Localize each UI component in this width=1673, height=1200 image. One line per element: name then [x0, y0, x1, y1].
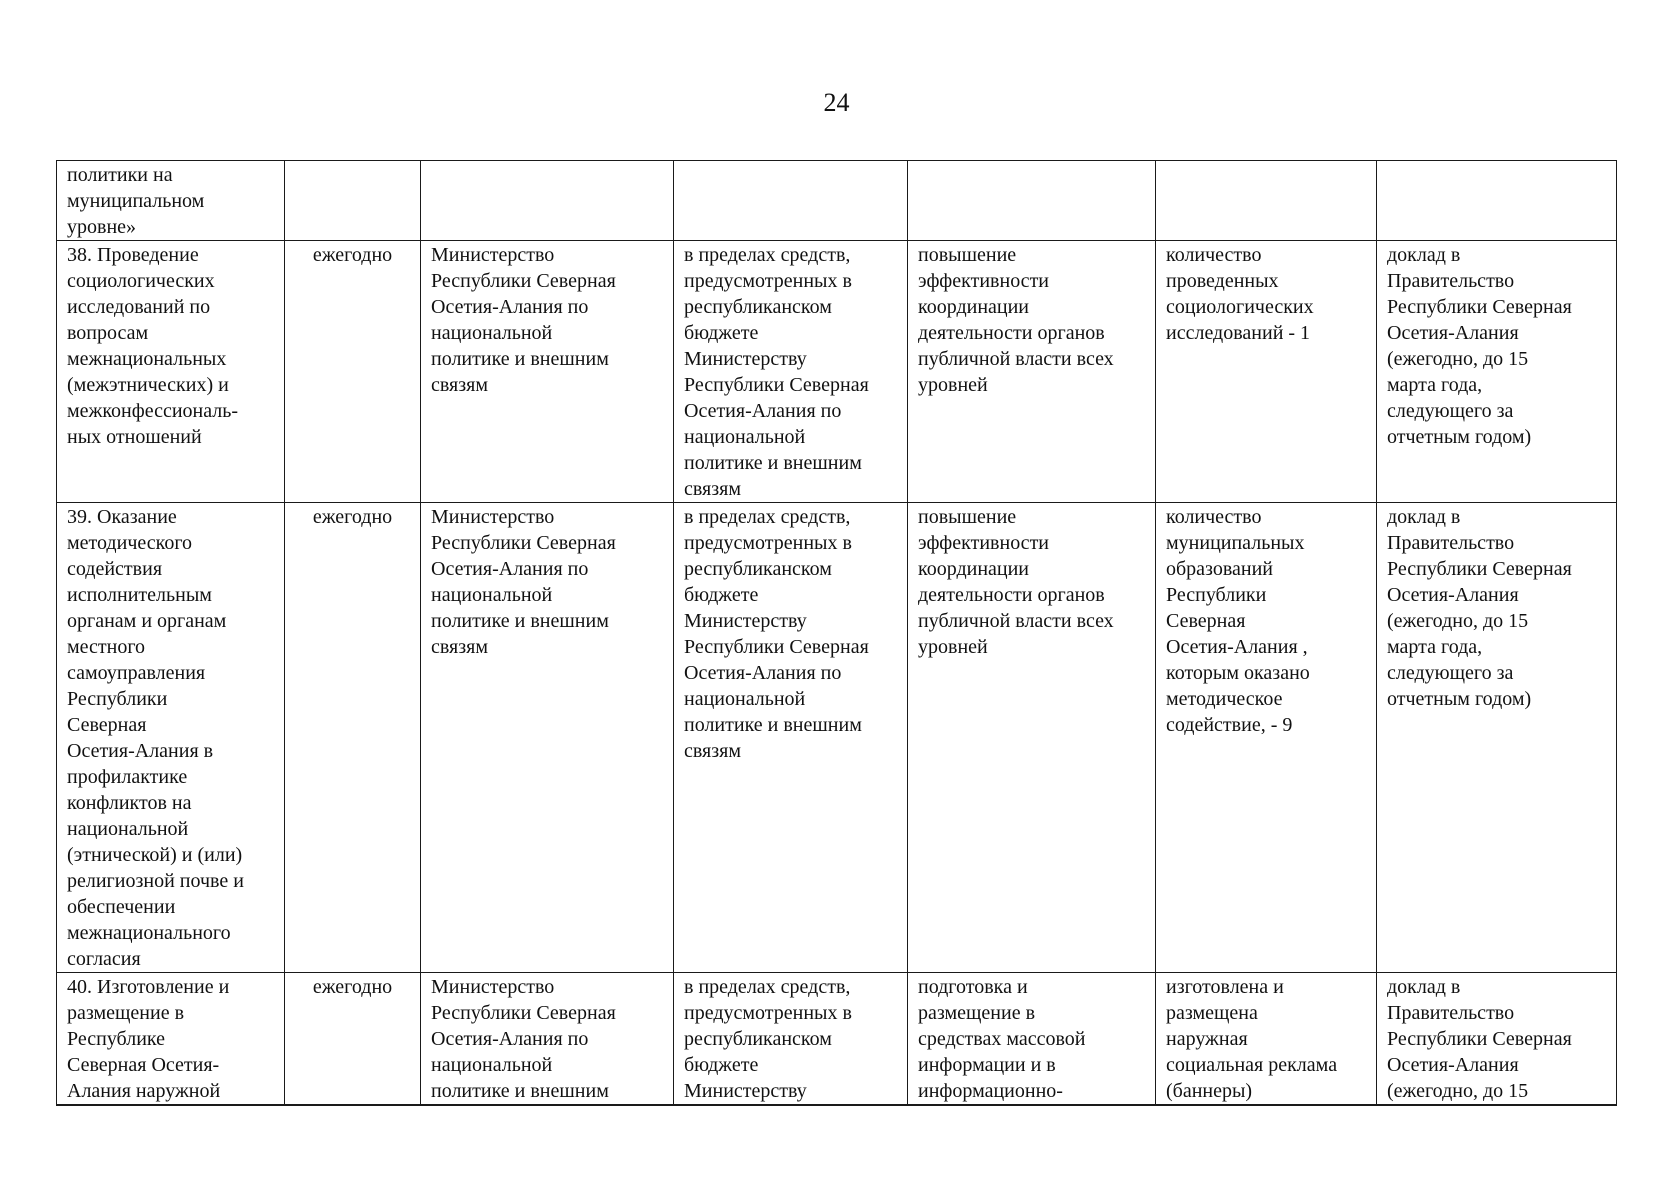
- table-cell-funding: [674, 161, 908, 241]
- cell-text: Министерство Республики Северная Осетия-Алания по национальной политике и внешним: [431, 976, 616, 1102]
- table-cell-activity: [57, 503, 285, 973]
- measures-table: [56, 160, 1617, 1106]
- table-cell-indicator: [1156, 161, 1377, 241]
- table-cell-result: [908, 503, 1156, 973]
- table-cell-reporting: [1377, 161, 1617, 241]
- cell-text: доклад в Правительство Республики Северная Осетия-Алания (ежегодно, до 15 марта года, следующего за отчетным годом): [1387, 506, 1572, 710]
- cell-text: количество муниципальных образований Республики Северная Осетия-Алания , которым оказано методическое содействие, - 9: [1166, 506, 1310, 736]
- table-cell-reporting: [1377, 241, 1617, 503]
- cell-text: 38. Проведение социологических исследований по вопросам межнациональных (межэтнических) и межконфессиональ- ных отношений: [67, 244, 239, 448]
- table-cell-responsible: [421, 161, 674, 241]
- table-row-item-40: [57, 973, 1617, 1106]
- table-row-item-39: [57, 503, 1617, 973]
- cell-text: доклад в Правительство Республики Северная Осетия-Алания (ежегодно, до 15 марта года, следующего за отчетным годом): [1387, 244, 1572, 448]
- table-cell-period: [285, 503, 421, 973]
- table-cell-funding: [674, 973, 908, 1106]
- page-number: 24: [823, 88, 850, 117]
- cell-text: ежегодно: [312, 976, 393, 998]
- cell-text: количество проведенных социологических исследований - 1: [1166, 244, 1314, 344]
- cell-text: повышение эффективности координации деятельности органов публичной власти всех уровней: [918, 506, 1114, 658]
- cell-text: ежегодно: [312, 506, 393, 528]
- cell-text: повышение эффективности координации деятельности органов публичной власти всех уровней: [918, 244, 1114, 396]
- table-cell-funding: [674, 241, 908, 503]
- cell-text: доклад в Правительство Республики Северная Осетия-Алания (ежегодно, до 15: [1387, 976, 1572, 1102]
- table-row-item-38: [57, 241, 1617, 503]
- table-cell-funding: [674, 503, 908, 973]
- table-cell-period: [285, 973, 421, 1106]
- table-cell-period: [285, 161, 421, 241]
- cell-text: Министерство Республики Северная Осетия-Алания по национальной политике и внешним связям: [431, 506, 616, 658]
- cell-text: подготовка и размещение в средствах массовой информации и в информационно-: [918, 976, 1086, 1102]
- cell-text: ежегодно: [312, 244, 393, 266]
- cell-text: политики на муниципальном уровне»: [67, 164, 205, 238]
- table-cell-responsible: [421, 503, 674, 973]
- cell-text: 40. Изготовление и размещение в Республике Северная Осетия- Алания наружной: [67, 976, 230, 1102]
- table-cell-result: [908, 161, 1156, 241]
- table-cell-result: [908, 241, 1156, 503]
- cell-text: Министерство Республики Северная Осетия-Алания по национальной политике и внешним связям: [431, 244, 616, 396]
- table-cell-activity: [57, 241, 285, 503]
- cell-text: в пределах средств, предусмотренных в республиканском бюджете Министерству Республики Северная Осетия-Алания по национальной политике и внешним связям: [684, 244, 869, 500]
- table-cell-reporting: [1377, 503, 1617, 973]
- cell-text: в пределах средств, предусмотренных в республиканском бюджете Министерству Республики Северная Осетия-Алания по национальной политике и внешним связям: [684, 506, 869, 762]
- table-cell-indicator: [1156, 241, 1377, 503]
- table-cell-activity: [57, 973, 285, 1106]
- table-cell-reporting: [1377, 973, 1617, 1106]
- table-cell-result: [908, 973, 1156, 1106]
- cell-text: в пределах средств, предусмотренных в республиканском бюджете Министерству: [684, 976, 852, 1102]
- table-cell-responsible: [421, 241, 674, 503]
- table-cell-indicator: [1156, 503, 1377, 973]
- table-cell-responsible: [421, 973, 674, 1106]
- table-cell-activity: [57, 161, 285, 241]
- cell-text: 39. Оказание методического содействия исполнительным органам и органам местного самоуправления Республики Северная Осетия-Алания в профилактике конфликтов на национальной (этнической) и (или) религиозной почве и обеспечении межнационального согласия: [67, 506, 244, 970]
- cell-text: изготовлена и размещена наружная социальная реклама (баннеры): [1166, 976, 1338, 1102]
- table-row-continuation: [57, 161, 1617, 241]
- table-cell-period: [285, 241, 421, 503]
- table-cell-indicator: [1156, 973, 1377, 1106]
